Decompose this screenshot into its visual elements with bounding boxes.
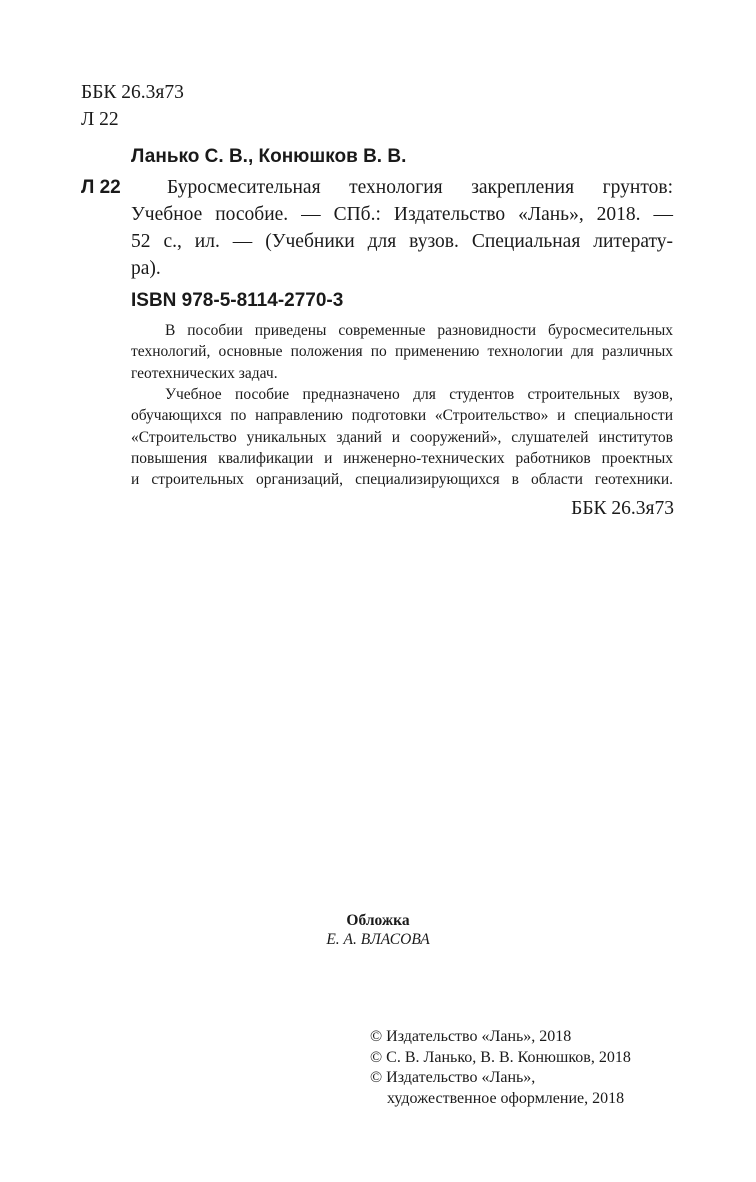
title-line: Учебное пособие. — СПб.: Издательство «Лань», 2018. — [131, 204, 673, 225]
cover-label: Обложка [346, 912, 410, 929]
isbn: ISBN 978-5-8114-2770-3 [131, 290, 344, 311]
annotation-line: геотехнических задач. [131, 364, 278, 382]
copyright-line: © С. В. Ланько, В. В. Конюшков, 2018 [370, 1048, 631, 1066]
authors: Ланько С. В., Конюшков В. В. [131, 146, 407, 167]
bbk-code: ББК 26.3я73 [81, 82, 184, 103]
annotation-line: Учебное пособие предназначено для студентов строительных вузов, [165, 385, 673, 403]
record-author-sign: Л 22 [81, 177, 121, 198]
annotation-line: технологий, основные положения по применению технологии для различных [131, 343, 673, 361]
title-line: Буросмесительная технология закрепления грунтов: [167, 177, 673, 198]
annotation-line: «Строительство уникальных зданий и сооружений», слушателей институтов [131, 428, 673, 446]
annotation-line: повышения квалификации и инженерно-технических работников проектных [131, 449, 673, 467]
copyright-line: © Издательство «Лань», [370, 1069, 536, 1086]
annotation-line: обучающихся по направлению подготовки «Строительство» и специальности [131, 407, 673, 425]
copyright-line: художественное оформление, 2018 [387, 1089, 625, 1107]
author-sign: Л 22 [81, 109, 119, 130]
copyright-line: © Издательство «Лань», 2018 [370, 1028, 572, 1045]
title-line: ра). [131, 258, 161, 279]
bbk-code-right: ББК 26.3я73 [571, 498, 674, 519]
title-line: 52 с., ил. — (Учебники для вузов. Специальная литерату- [131, 231, 673, 252]
cover-designer: Е. А. ВЛАСОВА [326, 931, 430, 948]
annotation-line: и строительных организаций, специализирующихся в области геотехники. [131, 471, 673, 489]
annotation-line: В пособии приведены современные разновидности буросмесительных [165, 322, 673, 339]
